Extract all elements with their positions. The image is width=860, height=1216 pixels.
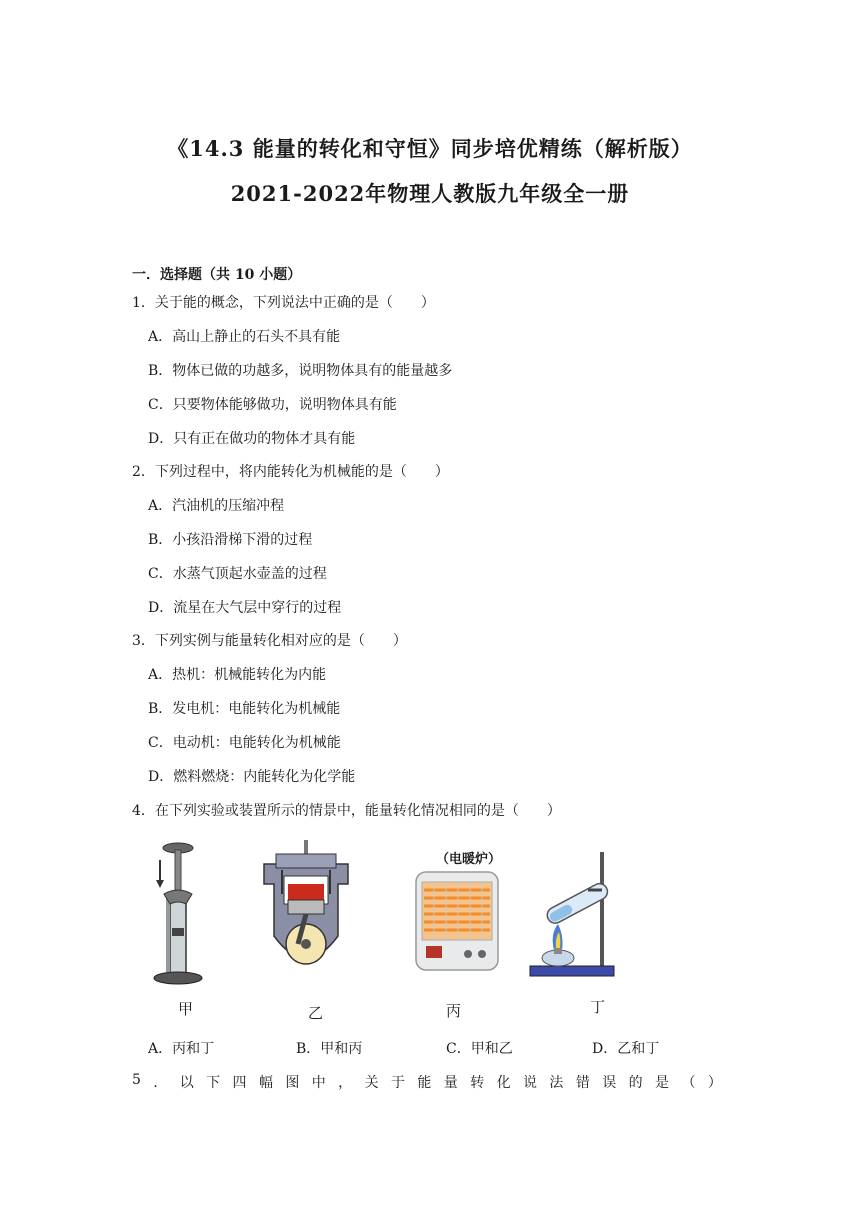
figure-label-bing: 丙: [446, 1002, 462, 1020]
q5-char: 说: [523, 1075, 538, 1091]
fire-piston-figure: [148, 838, 208, 988]
q5-char: ．: [153, 1075, 168, 1091]
question-4-stem: 4．在下列实验或装置所示的情景中，能量转化情况相同的是（ ）: [132, 803, 561, 819]
q5-char: 化: [496, 1075, 511, 1091]
question-4-option-d: D．乙和丁: [592, 1041, 660, 1057]
q5-char: 能: [417, 1075, 432, 1091]
question-1-option-b: B．物体已做的功越多，说明物体具有的能量越多: [148, 363, 453, 379]
test-tube-burner-figure: [528, 846, 618, 980]
q5-char: 图: [285, 1075, 300, 1091]
q5-char: ，: [338, 1075, 353, 1091]
question-4-option-a: A．丙和丁: [148, 1041, 215, 1057]
q5-char: 转: [470, 1075, 485, 1091]
figure-label-ding: 丁: [590, 998, 606, 1016]
heater-caption: （电暖炉）: [436, 852, 502, 867]
question-2-option-c: C．水蒸气顶起水壶盖的过程: [148, 566, 327, 582]
q5-char: 四: [232, 1075, 247, 1091]
q5-char: 下: [206, 1075, 221, 1091]
question-4-option-b: B．甲和丙: [296, 1041, 363, 1057]
q5-char: 量: [443, 1075, 458, 1091]
q5-char: 是: [655, 1075, 670, 1091]
question-1-option-d: D．只有正在做功的物体才具有能: [148, 431, 356, 447]
question-2-option-b: B．小孩沿滑梯下滑的过程: [148, 532, 313, 548]
q5-char: 幅: [258, 1075, 273, 1091]
question-1-stem: 1．关于能的概念，下列说法中正确的是（ ）: [132, 295, 435, 311]
question-2-option-a: A．汽油机的压缩冲程: [148, 498, 285, 514]
question-3-option-a: A．热机：机械能转化为内能: [148, 667, 327, 683]
figure-label-jia: 甲: [178, 1000, 194, 1018]
section-heading: 一．选择题（共 10 小题）: [132, 267, 302, 283]
question-1-option-a: A．高山上静止的石头不具有能: [148, 329, 341, 345]
figure-label-yi: 乙: [308, 1004, 324, 1022]
q5-char: 的: [628, 1075, 643, 1091]
q5-char: 于: [390, 1075, 405, 1091]
question-4-option-c: C．甲和乙: [446, 1041, 513, 1057]
q5-char: ）: [707, 1075, 722, 1091]
q5-char: 关: [364, 1075, 379, 1091]
engine-cylinder-figure: [258, 840, 354, 980]
question-1-option-c: C．只要物体能够做功，说明物体具有能: [148, 397, 397, 413]
q5-char: 5: [132, 1072, 141, 1088]
question-2-option-d: D．流星在大气层中穿行的过程: [148, 600, 342, 616]
electric-heater-figure: [412, 868, 502, 976]
question-3-stem: 3．下列实例与能量转化相对应的是（ ）: [132, 633, 407, 649]
q5-char: 以: [179, 1075, 194, 1091]
q5-char: 中: [311, 1075, 326, 1091]
question-2-stem: 2．下列过程中，将内能转化为机械能的是（ ）: [132, 464, 449, 480]
q5-char: 误: [602, 1075, 617, 1091]
question-3-option-c: C．电动机：电能转化为机械能: [148, 735, 341, 751]
document-title-line1: 《14.3 能量的转化和守恒》同步培优精练（解析版）: [167, 136, 693, 161]
q5-char: （: [681, 1075, 696, 1091]
question-5-stem: [132, 1072, 722, 1092]
question-3-option-b: B．发电机：电能转化为机械能: [148, 701, 341, 717]
q5-char: 错: [575, 1075, 590, 1091]
q5-char: 法: [549, 1075, 564, 1091]
question-3-option-d: D．燃料燃烧：内能转化为化学能: [148, 769, 356, 785]
document-title-line2: 2021-2022年物理人教版九年级全一册: [230, 181, 630, 206]
